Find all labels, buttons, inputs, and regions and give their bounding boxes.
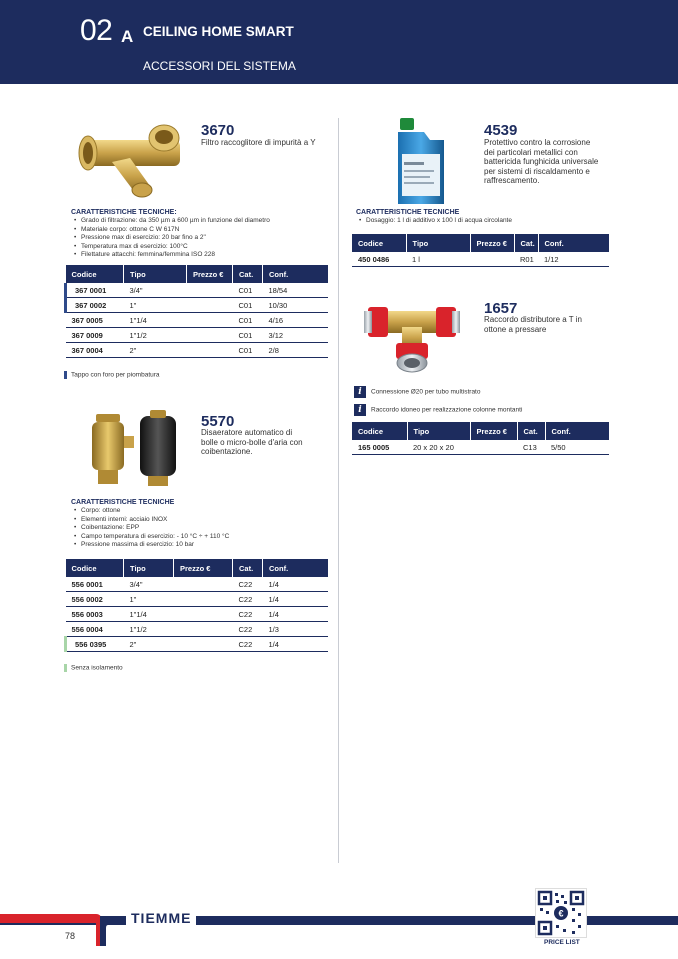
cell-cat: C22 (233, 577, 263, 592)
feature-item: • Filettature attacchi: femmina/femmina ISO 228 (71, 251, 336, 260)
cell-codice: 165 0005 (352, 440, 407, 455)
table-header-row (352, 422, 609, 440)
cell-codice: 556 0003 (66, 607, 124, 622)
feature-item: • Coibentazione: EPP (71, 524, 336, 533)
column-divider (338, 118, 339, 863)
svg-text:€: € (558, 908, 564, 919)
cell-conf: 2/8 (263, 343, 328, 358)
brand-logo: TIEMME (126, 910, 196, 926)
cell-conf: 1/3 (263, 622, 328, 637)
description-line: ottone a pressare (484, 324, 547, 334)
description-line: bolle o micro-bolle d'aria con (201, 437, 303, 447)
feature-item: • Elementi interni: acciaio INOX (71, 516, 336, 525)
cell-tipo: 1"1/2 (124, 622, 174, 637)
note-text: Senza isolamento (71, 664, 123, 672)
feature-item: • Pressione massima di esercizio: 10 bar (71, 541, 336, 550)
info-icon: i (354, 386, 366, 398)
cell-tipo: 1 l (406, 252, 470, 267)
cell-tipo: 1"1/4 (124, 607, 174, 622)
section-letter: A (121, 27, 134, 46)
cell-prezzo (174, 637, 233, 652)
brand-curve-mark (86, 914, 116, 946)
info-icon: i (354, 404, 366, 416)
table-row (66, 622, 328, 637)
y-filter-image (78, 118, 186, 198)
table-row (66, 637, 328, 652)
cell-conf: 1/4 (263, 637, 328, 652)
price-table-4539 (352, 234, 609, 267)
cell-prezzo (174, 592, 233, 607)
info-line-connection (354, 386, 480, 398)
features-title-5570: CARATTERISTICHE TECNICHE (71, 499, 175, 506)
feature-item: • Corpo: ottone (71, 507, 336, 516)
table-row (66, 607, 328, 622)
note-marker (64, 371, 67, 379)
cell-conf: 1/12 (538, 252, 609, 267)
info-line-risers (354, 404, 522, 416)
col-header-tipo: Tipo (124, 265, 187, 283)
section-number: 02 (80, 14, 113, 47)
features-list-3670 (71, 217, 336, 260)
cell-prezzo (470, 252, 514, 267)
cell-codice: 556 0001 (66, 577, 124, 592)
cell-cat: C01 (233, 283, 263, 298)
table-row (66, 313, 328, 328)
product-description-1657 (484, 315, 582, 334)
cell-tipo: 1" (124, 592, 174, 607)
feature-item: • Pressione max di esercizio: 20 bar fino a 2" (71, 234, 336, 243)
description-line: raffrescamento. (484, 176, 540, 185)
section-subtitle: ACCESSORI DEL SISTEMA (143, 59, 296, 73)
col-header-tipo: Tipo (124, 559, 174, 577)
price-table-1657 (352, 422, 609, 455)
cell-codice: 367 0002 (66, 298, 124, 313)
cell-prezzo (187, 283, 233, 298)
cell-conf: 1/4 (263, 577, 328, 592)
product-code-1657: 1657 (484, 300, 518, 317)
description-line: dei particolari metallici con (484, 147, 578, 157)
info-text: Raccordo idoneo per realizzazione colonne montanti (371, 406, 523, 414)
cell-cat: C01 (233, 313, 263, 328)
cell-prezzo (174, 577, 233, 592)
col-header-conf: Conf. (263, 559, 328, 577)
cell-tipo: 20 x 20 x 20 (407, 440, 470, 455)
page-number: 78 (65, 931, 76, 941)
features-list-5570 (71, 507, 336, 550)
cell-tipo: 3/4" (124, 283, 187, 298)
note-text: Tappo con foro per piombatura (71, 371, 160, 379)
feature-item: • Campo temperatura di esercizio: - 10 °C ÷ + 110 °C (71, 533, 336, 542)
table-header-row (66, 265, 328, 283)
price-table-3670 (64, 265, 328, 358)
col-header-codice: Codice (352, 234, 406, 252)
features-title-4539: CARATTERISTICHE TECNICHE (356, 209, 460, 216)
cell-tipo: 1"1/2 (124, 328, 187, 343)
col-header-codice: Codice (352, 422, 407, 440)
note-marker (64, 664, 67, 672)
price-table-5570 (64, 559, 328, 652)
col-header-cat: Cat. (233, 559, 263, 577)
additive-bottle-image (394, 118, 448, 206)
cell-tipo: 2" (124, 637, 174, 652)
cell-conf: 3/12 (263, 328, 328, 343)
cell-tipo: 1"1/4 (124, 313, 187, 328)
product-description-4539 (484, 138, 598, 186)
product-description-5570 (201, 428, 303, 457)
col-header-cat: Cat. (517, 422, 545, 440)
col-header-prezzo: Prezzo € (174, 559, 233, 577)
cell-prezzo (187, 313, 233, 328)
cell-codice: 367 0004 (66, 343, 124, 358)
cell-codice: 367 0001 (66, 283, 124, 298)
table-row (66, 577, 328, 592)
cell-codice: 556 0395 (66, 637, 124, 652)
col-header-codice: Codice (66, 265, 124, 283)
feature-item: • Temperatura max di esercizio: 100°C (71, 243, 336, 252)
info-text: Connessione Ø20 per tubo multistrato (371, 388, 481, 396)
cell-conf: 4/16 (263, 313, 328, 328)
cell-cat: C22 (233, 622, 263, 637)
product-code-5570: 5570 (201, 413, 235, 430)
cell-tipo: 3/4" (124, 577, 174, 592)
cell-cat: C13 (517, 440, 545, 455)
col-header-prezzo: Prezzo € (470, 234, 514, 252)
table-row (66, 343, 328, 358)
col-header-conf: Conf. (263, 265, 328, 283)
footer-red-accent (0, 914, 96, 923)
cell-cat: C22 (233, 607, 263, 622)
cell-tipo: 2" (124, 343, 187, 358)
cell-conf: 10/30 (263, 298, 328, 313)
table-header-row (66, 559, 328, 577)
product-description-3670: Filtro raccoglitore di impurità a Y (201, 138, 316, 147)
col-header-prezzo: Prezzo € (470, 422, 517, 440)
col-header-tipo: Tipo (407, 422, 470, 440)
cell-cat: C22 (233, 592, 263, 607)
cell-prezzo (187, 298, 233, 313)
cell-codice: 367 0009 (66, 328, 124, 343)
t-fitting-image (364, 297, 460, 373)
product-code-3670: 3670 (201, 122, 235, 139)
cell-conf: 1/4 (263, 607, 328, 622)
table-row (66, 592, 328, 607)
description-line: battericida funghicida universale (484, 157, 599, 166)
col-header-tipo: Tipo (406, 234, 470, 252)
cell-prezzo (470, 440, 517, 455)
cell-codice: 367 0005 (66, 313, 124, 328)
cell-cat: R01 (514, 252, 538, 267)
cell-cat: C01 (233, 328, 263, 343)
table-header-row (352, 234, 609, 252)
description-line: Protettivo contro la corrosione (484, 138, 591, 147)
cell-prezzo (187, 343, 233, 358)
cell-prezzo (174, 622, 233, 637)
description-line: per sistemi di riscaldamento e (484, 166, 590, 176)
col-header-cat: Cat. (233, 265, 263, 283)
table-row (66, 328, 328, 343)
cell-cat: C01 (233, 343, 263, 358)
col-header-codice: Codice (66, 559, 124, 577)
cell-conf: 1/4 (263, 592, 328, 607)
cell-conf: 18/54 (263, 283, 328, 298)
cell-codice: 450 0486 (352, 252, 406, 267)
note-3670 (64, 371, 160, 379)
cell-conf: 5/50 (545, 440, 609, 455)
product-code-4539: 4539 (484, 122, 518, 139)
feature-item: • Dosaggio: 1 l di additivo x 100 l di acqua circolante (356, 217, 606, 226)
note-5570 (64, 664, 123, 672)
section-title: CEILING HOME SMART (143, 24, 294, 39)
cell-tipo: 1" (124, 298, 187, 313)
col-header-prezzo: Prezzo € (187, 265, 233, 283)
description-line: Raccordo distributore a T in (484, 315, 582, 324)
cell-prezzo (174, 607, 233, 622)
description-line: Disaeratore automatico di (201, 428, 293, 437)
table-row (352, 252, 609, 267)
cell-codice: 556 0004 (66, 622, 124, 637)
table-row (66, 283, 328, 298)
feature-item: • Grado di filtrazione: da 350 µm a 600 µm in funzione del diametro (71, 217, 336, 226)
col-header-cat: Cat. (514, 234, 538, 252)
qr-code-icon[interactable] (535, 888, 587, 938)
description-line: coibentazione. (201, 447, 253, 456)
features-list-4539 (356, 217, 606, 226)
col-header-conf: Conf. (545, 422, 609, 440)
air-vent-image (88, 410, 180, 488)
cell-cat: C01 (233, 298, 263, 313)
cell-prezzo (187, 328, 233, 343)
features-title-3670: CARATTERISTICHE TECNICHE: (71, 209, 177, 216)
table-row (352, 440, 609, 455)
table-row (66, 298, 328, 313)
feature-item: • Materiale corpo: ottone C W 617N (71, 226, 336, 235)
col-header-conf: Conf. (538, 234, 609, 252)
cell-codice: 556 0002 (66, 592, 124, 607)
price-list-label: PRICE LIST (544, 939, 580, 946)
cell-cat: C22 (233, 637, 263, 652)
